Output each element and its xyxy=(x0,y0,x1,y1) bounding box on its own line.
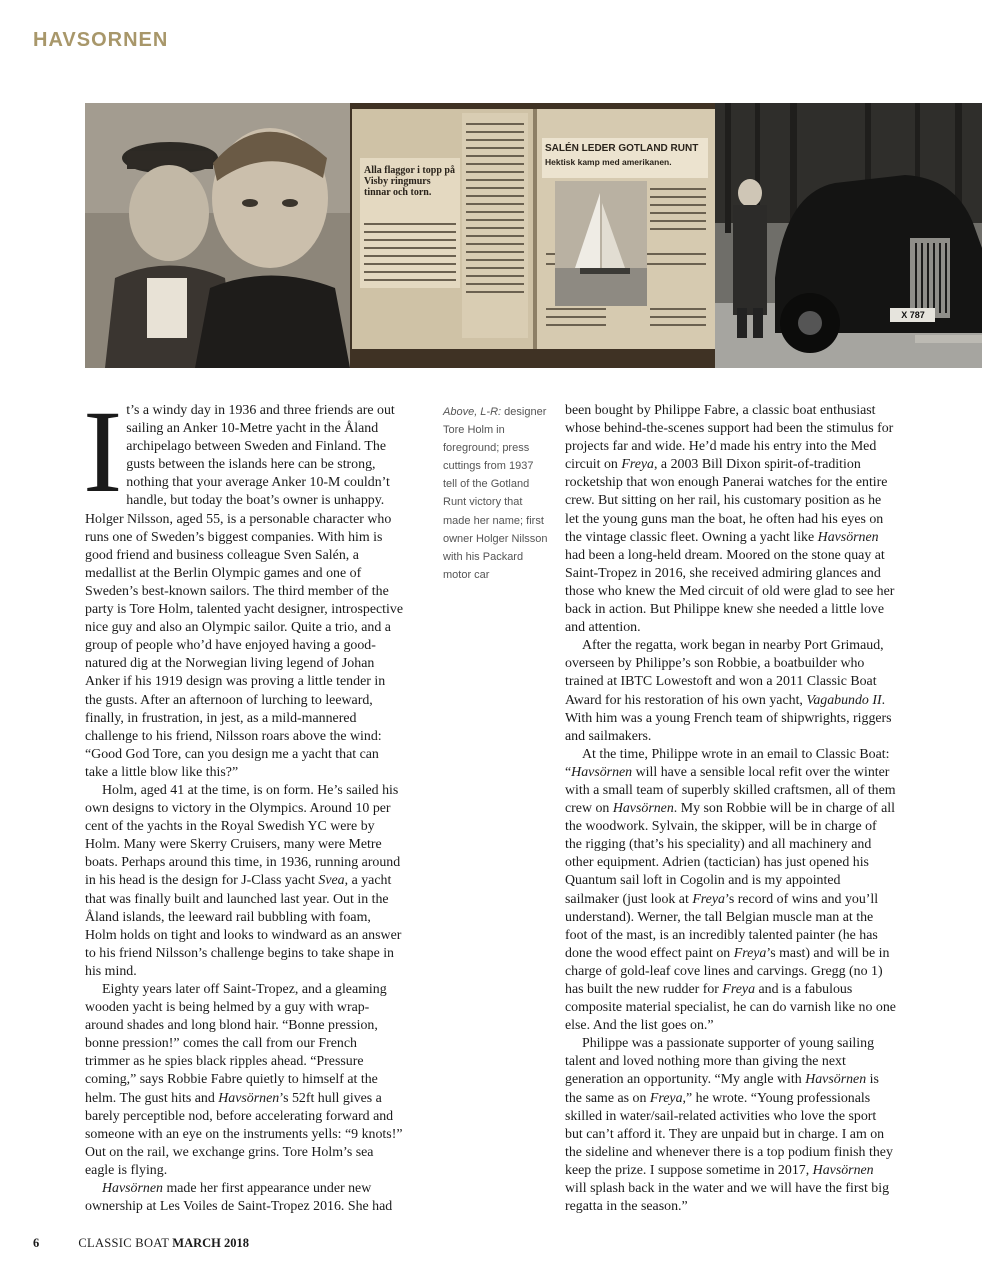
paragraph-2-text-b: , a yacht that was finally built and launched last year. Out in the Åland islands, the leeward rail bubbling with foam, Holm holds on tight and looks to windward as an answer to his friend Nilsson’s challenge begins to take shape in his mind. xyxy=(85,873,402,979)
paragraph-3-text-b: ’s 52ft hull gives a barely perceptible nod, before accelerating forward and someone with an eye on the instruments yells: “9 knots!” Out on the rail, we exchange grins. Tore Holm’s sea eagle is flying. xyxy=(85,1090,403,1178)
photo-caption xyxy=(443,403,548,584)
paragraph-6 xyxy=(565,746,897,1036)
paragraph-2 xyxy=(85,782,405,981)
paragraph-7-text-c: ,” he wrote. “Young professionals skilled in water/sail-related activities who love the sport but can’t afford it. They are unpaid but in charge. I am on the sideline and whenever there is a top podium finish they keep the prize. I suppose sometime in 2017, xyxy=(565,1090,893,1178)
yacht-name-havsornen: Havsörnen xyxy=(102,1181,163,1197)
yacht-name-freya: Freya xyxy=(692,891,725,907)
article-column-1 xyxy=(83,386,405,1216)
paragraph-7-text-a: Philippe was a passionate supporter of young sailing talent and loved nothing more than giving the next generation an opportunity. “My angle with xyxy=(565,1036,875,1088)
photo-tore-holm xyxy=(85,103,350,368)
issue-date: MARCH 2018 xyxy=(172,1236,250,1250)
magazine-name: CLASSIC BOAT xyxy=(78,1236,170,1250)
paragraph-7-text-d: will splash back in the water and we will have the first big regatta in the season.” xyxy=(565,1181,890,1215)
paragraph-4-continued xyxy=(565,402,897,637)
yacht-name-freya: Freya xyxy=(621,457,654,473)
clipping-headline-2: SALÉN LEDER GOTLAND RUNT xyxy=(545,143,699,154)
paragraph-6-text-c: . My son Robbie will be in charge of all the woodwork. Sylvain, the skipper, will be in charge of the rigging (that’s his speciality) and all machinery and other equipment. Adrien (tactician) has just opened his Quantum sail loft in Cogolin and is my appointed sailmaker (just look at xyxy=(565,801,895,907)
yacht-name-havsornen: Havsörnen xyxy=(805,1072,867,1088)
paragraph-6-text-f: and is a fabulous composite material specialist, he can do varnish like no one else. And the list goes on.” xyxy=(565,982,896,1034)
yacht-name-havsornen: Havsörnen xyxy=(817,529,879,545)
paragraph-2-text-a: Holm, aged 41 at the time, is on form. He’s sailed his own designs to victory in the Olympics. Around 10 per cent of the yachts in the Royal Swedish YC were by Holm. Many were Skerry Cruisers, many were Metre boats. Perhaps around this time, in 1936, running around in his head is the design for J-Class yacht xyxy=(85,782,401,889)
paragraph-6-text-e: ’s mast) and will be in charge of gold-leaf cove lines and carvings. Gregg (no 1) has built the new rudder for xyxy=(565,945,890,997)
paragraph-5 xyxy=(565,637,897,746)
clipping-subhead-2: Hektisk kamp med amerikanen. xyxy=(545,157,672,167)
paragraph-4-text-a-col1: made her first appearance under new ownership at Les Voiles de Saint-Tropez 2016. She had xyxy=(85,1181,393,1215)
paragraph-4-start xyxy=(85,1180,405,1216)
paragraph-1 xyxy=(83,386,405,782)
paragraph-3 xyxy=(85,981,405,1180)
section-title: HAVSORNEN xyxy=(33,29,169,51)
photo-strip xyxy=(85,103,982,368)
yacht-name-havsornen: Havsörnen xyxy=(612,801,674,817)
page-number: 6 xyxy=(33,1236,40,1250)
license-plate: X 787 xyxy=(901,310,925,320)
yacht-name-freya: Freya xyxy=(733,945,767,961)
paragraph-6-text-a: At the time, Philippe wrote in an email to Classic Boat: “ xyxy=(565,746,890,780)
drop-cap: I xyxy=(83,386,123,517)
yacht-name-havsornen: Havsörnen xyxy=(571,764,633,780)
article-column-2 xyxy=(565,402,897,1216)
yacht-name-freya: Freya xyxy=(649,1090,683,1106)
yacht-name-vagabundo: Vagabundo II xyxy=(806,692,882,708)
page-footer xyxy=(33,1236,249,1251)
paragraph-4-text-b: , a 2003 Bill Dixon spirit-of-tradition rocketship that won enough Panerai watches for the entire crew. But sitting on her rail, his customary position as he let the young guns man the boat, he often had his eyes on the vintage classic fleet. Owning a yacht like xyxy=(565,457,888,545)
paragraph-5-text-a: After the regatta, work began in nearby Port Grimaud, overseen by Philippe’s son Robbie, a boatbuilder who trained at IBTC Lowestoft and won a 2011 Classic Boat Award for his restoration of his own yacht, xyxy=(565,638,884,708)
paragraph-6-text-b: will have a sensible local refit over the winter with a small team of superbly skilled craftsmen, all of them crew on xyxy=(565,764,896,817)
caption-text: designer Tore Holm in foreground; press cuttings from 1937 tell of the Gotland Runt victory that made her name; first owner Holger Nilsson with his Packard motor car xyxy=(443,406,548,581)
paragraph-5-text-b: . With him was a young French team of shipwrights, riggers and sailmakers. xyxy=(565,692,892,744)
yacht-name-freya: Freya xyxy=(722,982,756,997)
yacht-name-havsornen: Havsörnen xyxy=(218,1090,280,1106)
paragraph-7-text-b: is the same as on xyxy=(565,1072,879,1106)
caption-lead: Above, L-R: xyxy=(443,406,502,418)
paragraph-4-text-a-col2: been bought by Philippe Fabre, a classic boat enthusiast whose behind-the-scenes support had been the stimulus for projects far and wide. He’d made his entry into the Med circuit on xyxy=(565,403,894,473)
paragraph-4-text-c: had been a long-held dream. Moored on the stone quay at Saint-Tropez in 2016, she received admiring glances and those who knew the Med circuit of old were glad to see her back in action. But Philippe knew she needed a little love and attention. xyxy=(565,547,895,636)
clipping-headline-1: Alla flaggor i topp på Visby ringmurs tinnar och torn. xyxy=(364,165,455,198)
yacht-name-havsornen: Havsörnen xyxy=(812,1162,874,1178)
paragraph-1-text: t’s a windy day in 1936 and three friends are out sailing an Anker 10-Metre yacht in the Åland archipelago between Sweden and Finland. The gusts between the islands here can be strong, nothing that your average Anker 10-M couldn’t handle, but today the boat’s owner is unhappy. Holger Nilsson, aged 55, is a personable character who runs one of Sweden’s biggest companies. With him is good friend and business colleague Sven Salén, a medallist at the Berlin Olympic games and one of Sweden’s best-known sailors. The third member of the party is Tore Holm, talented yacht designer, introspective nice guy and also an Olympic sailor. Quite a trio, and a group of people who’d have enjoyed having a good-natured dig at the Norwegian living legend of Johan Anker if his 1919 design was proving a little tender in the gusts. After an afternoon of lurching to leeward, finally, in frustration, in jest, as a mild-mannered challenge to his friend, Nilsson roars above the wind: “Good God Tore, can you design me a yacht that can take a little blow like this?” xyxy=(85,403,403,780)
photo-press-cuttings xyxy=(350,103,715,368)
paragraph-7 xyxy=(565,1035,897,1216)
paragraph-3-text-a: Eighty years later off Saint-Tropez, and a gleaming wooden yacht is being helmed by a guy with wrap-around shades and long blond hair. “Bonne pression, bonne pression!” comes the call from our French trimmer as he spies black ripples ahead. “Pressure coming,” says Robbie Fabre quietly to himself at the helm. The gust hits and xyxy=(85,982,387,1106)
photo-packard xyxy=(715,103,982,368)
paragraph-6-text-d: ’s record of wins and you’ll understand). Werner, the tall Belgian muscle man at the foot of the mast, is an incredibly talented painter (he has done the wood effect paint on xyxy=(565,891,879,961)
yacht-name-svea: Svea xyxy=(318,873,345,889)
